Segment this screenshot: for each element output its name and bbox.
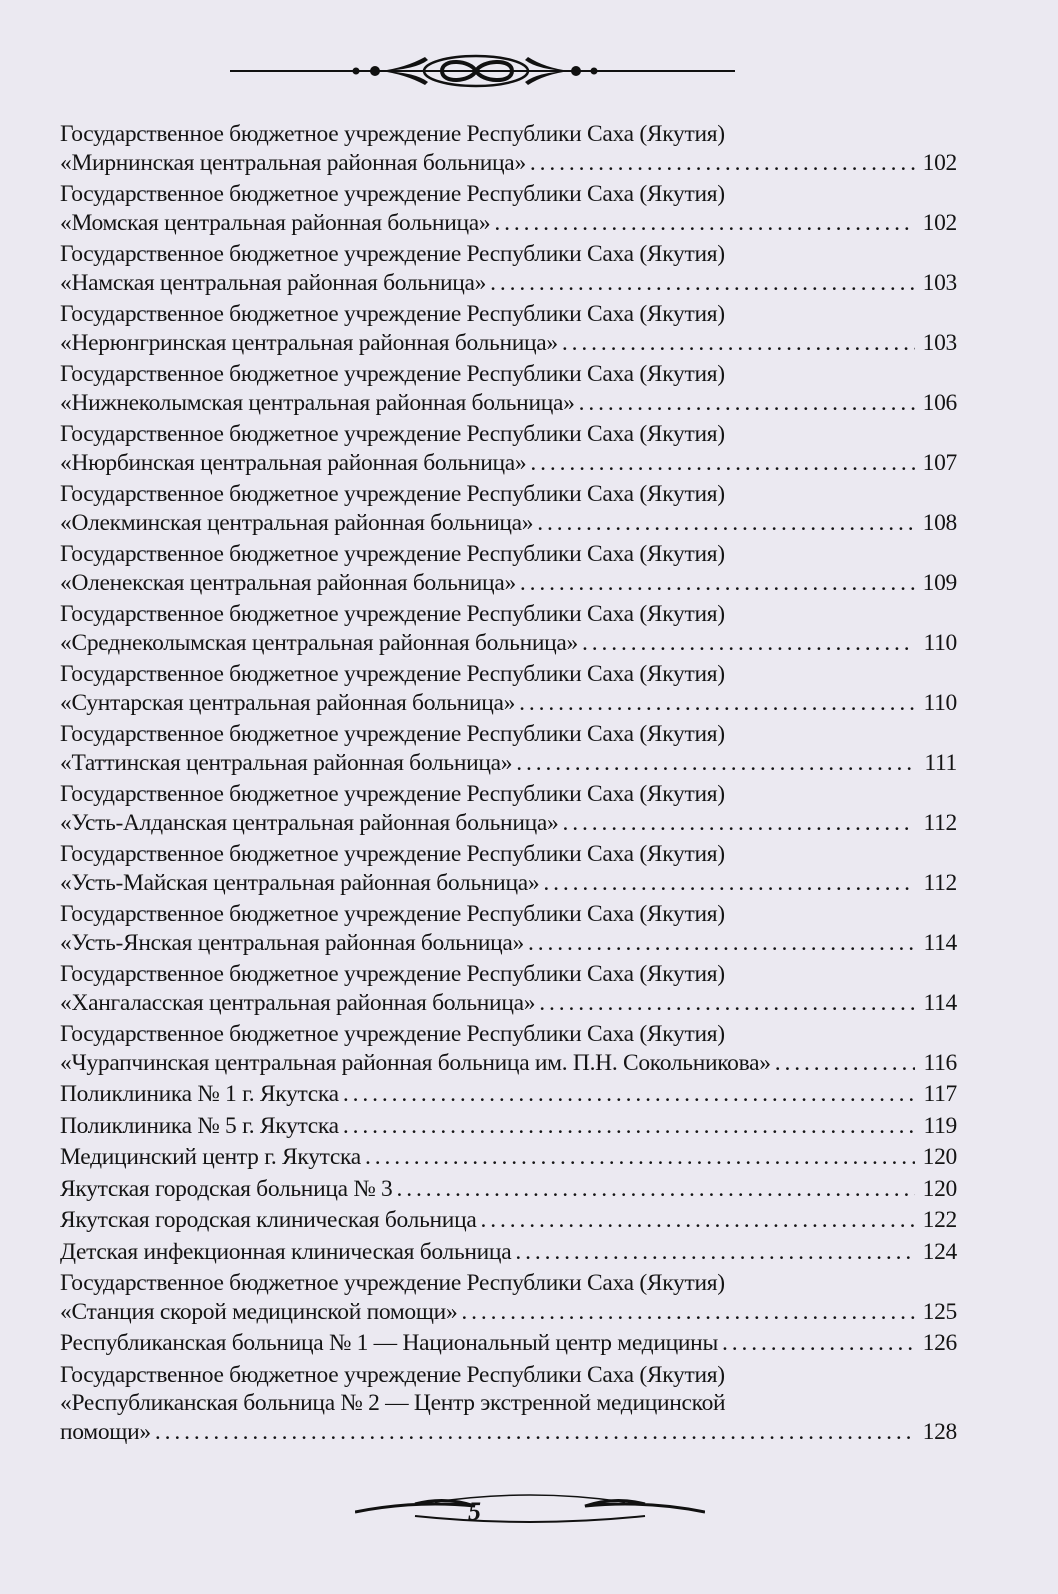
toc-entry [60, 1143, 957, 1175]
entry-page-number: 112 [923, 809, 957, 836]
toc-entry-line [60, 269, 957, 298]
entry-page-number: 117 [923, 1081, 957, 1107]
entry-title: Якутская городская клиническая больница [60, 1207, 477, 1233]
entry-page-number: 111 [924, 749, 957, 776]
entry-title: Государственное бюджетное учреждение Республики Саха (Якутия) [60, 661, 725, 687]
dot-leader [515, 1238, 915, 1267]
entry-title: Государственное бюджетное учреждение Республики Саха (Якутия) [60, 1361, 725, 1388]
toc-entry [60, 1020, 957, 1080]
entry-title: Государственное бюджетное учреждение Республики Саха (Якутия) [60, 1270, 725, 1296]
toc-entry-line [60, 540, 957, 569]
entry-page-number: 108 [922, 509, 957, 536]
toc-entry-line [60, 329, 957, 358]
toc-entry-line [60, 720, 957, 749]
toc-entry-line [60, 900, 957, 929]
toc-entry-line [60, 1080, 957, 1109]
toc-entry-line [60, 420, 957, 449]
entry-title: «Намская центральная районная больница» [60, 269, 487, 296]
entry-page-number: 128 [922, 1418, 957, 1445]
dot-leader [494, 209, 915, 238]
toc-entry-line [60, 120, 957, 149]
toc-entry [60, 540, 957, 600]
toc-entry [60, 360, 957, 420]
entry-title: Государственное бюджетное учреждение Республики Саха (Якутия) [60, 421, 725, 447]
dot-leader [343, 1080, 915, 1109]
entry-title: «Нижнеколымская центральная районная больница» [60, 389, 575, 416]
entry-title: Государственное бюджетное учреждение Республики Саха (Якутия) [60, 121, 725, 147]
dot-leader [528, 929, 915, 958]
entry-title: «Момская центральная районная больница» [60, 209, 491, 236]
toc-entry [60, 1269, 957, 1329]
toc-entry-line [60, 1269, 957, 1298]
decorative-ornament-top [230, 52, 735, 92]
toc-entry-line [60, 240, 957, 269]
toc-entry [60, 1112, 957, 1144]
toc-entry-line [60, 509, 957, 538]
toc-entry [60, 960, 957, 1020]
dot-leader [490, 269, 915, 298]
entry-title: Поликлиника № 1 г. Якутска [60, 1081, 339, 1107]
entry-page-number: 107 [922, 449, 957, 476]
toc-entry [60, 180, 957, 240]
dot-leader [562, 329, 915, 358]
dot-leader [519, 689, 915, 718]
toc-entry-line [60, 389, 957, 418]
toc-entry-line [60, 480, 957, 509]
toc-entry-line [60, 809, 957, 838]
entry-title: «Станция скорой медицинской помощи» [60, 1298, 458, 1325]
toc-entry-line [60, 1389, 957, 1418]
entry-title: «Сунтарская центральная районная больница» [60, 689, 516, 716]
toc-entry-line [60, 569, 957, 598]
toc-entry [60, 1238, 957, 1270]
toc-entry [60, 1329, 957, 1361]
entry-page-number: 102 [922, 209, 957, 236]
entry-title: «Нюрбинская центральная районная больница» [60, 449, 527, 476]
toc-entry-line [60, 960, 957, 989]
entry-title: «Республиканская больница № 2 — Центр экстренной медицинской [60, 1390, 726, 1416]
toc-entry-line [60, 989, 957, 1018]
toc-entry-line [60, 449, 957, 478]
entry-page-number: 110 [923, 689, 957, 716]
dot-leader [365, 1143, 915, 1172]
dot-leader [579, 389, 915, 418]
dot-leader [530, 449, 915, 478]
entry-title: «Олекминская центральная районная больница» [60, 509, 534, 536]
toc-entry-line [60, 869, 957, 898]
entry-page-number: 124 [922, 1238, 957, 1265]
dot-leader [722, 1329, 915, 1358]
toc-entry-line [60, 1020, 957, 1049]
toc-entry-line [60, 149, 957, 178]
toc-entry [60, 780, 957, 840]
entry-title: Государственное бюджетное учреждение Республики Саха (Якутия) [60, 241, 725, 267]
toc-entry-line [60, 209, 957, 238]
toc-entry [60, 120, 957, 180]
entry-page-number: 106 [922, 389, 957, 416]
toc-entry-line [60, 1418, 957, 1447]
entry-page-number: 102 [922, 149, 957, 176]
entry-title: Государственное бюджетное учреждение Республики Саха (Якутия) [60, 541, 725, 567]
entry-title: Государственное бюджетное учреждение Республики Саха (Якутия) [60, 961, 725, 987]
entry-title: Государственное бюджетное учреждение Республики Саха (Якутия) [60, 781, 725, 807]
entry-title: «Усть-Янская центральная районная больница» [60, 929, 524, 956]
toc-entry [60, 600, 957, 660]
entry-title: Государственное бюджетное учреждение Республики Саха (Якутия) [60, 721, 725, 747]
entry-page-number: 103 [922, 269, 957, 296]
page-number: 5 [468, 1497, 481, 1526]
toc-entry-line [60, 1143, 957, 1172]
entry-page-number: 120 [922, 1175, 957, 1202]
toc-entry-line [60, 749, 957, 778]
entry-page-number: 125 [922, 1298, 957, 1325]
dot-leader [155, 1418, 915, 1447]
toc-entry-line [60, 629, 957, 658]
entry-page-number: 109 [922, 569, 957, 596]
entry-page-number: 114 [923, 929, 957, 956]
toc-entry [60, 480, 957, 540]
toc-entry-line [60, 1206, 957, 1235]
dot-leader [530, 149, 915, 178]
entry-title: Государственное бюджетное учреждение Республики Саха (Якутия) [60, 841, 725, 867]
dot-leader [537, 509, 915, 538]
toc-entry-line [60, 300, 957, 329]
entry-title: Республиканская больница № 1 — Национальный центр медицины [60, 1330, 718, 1356]
toc-entry [60, 1361, 957, 1450]
toc-entry-line [60, 1112, 957, 1141]
entry-title: «Усть-Алданская центральная районная больница» [60, 809, 559, 836]
entry-page-number: 122 [922, 1207, 957, 1233]
dot-leader [775, 1049, 915, 1078]
entry-page-number: 116 [923, 1049, 957, 1076]
entry-title: Государственное бюджетное учреждение Республики Саха (Якутия) [60, 301, 725, 327]
dot-leader [480, 1206, 915, 1235]
toc-entry-line [60, 660, 957, 689]
toc-entry [60, 720, 957, 780]
toc-entry-line [60, 1361, 957, 1390]
entry-title: «Таттинская центральная районная больница» [60, 749, 513, 776]
dot-leader [582, 629, 915, 658]
toc-entry [60, 420, 957, 480]
toc-entry [60, 900, 957, 960]
toc-entry [60, 1080, 957, 1112]
toc-entry-line [60, 600, 957, 629]
toc-entry-line [60, 360, 957, 389]
entry-page-number: 120 [922, 1144, 957, 1170]
toc-entry-line [60, 180, 957, 209]
dot-leader [461, 1298, 915, 1327]
entry-title: Государственное бюджетное учреждение Республики Саха (Якутия) [60, 181, 725, 207]
entry-title: Государственное бюджетное учреждение Республики Саха (Якутия) [60, 361, 725, 387]
entry-title: «Нерюнгринская центральная районная больница» [60, 329, 558, 356]
decorative-ornament-bottom [355, 1488, 705, 1532]
entry-title: Якутская городская больница № 3 [60, 1175, 393, 1202]
dot-leader [520, 569, 915, 598]
entry-title: «Усть-Майская центральная районная больница» [60, 869, 540, 896]
entry-title: «Мирнинская центральная районная больница» [60, 149, 526, 176]
entry-page-number: 110 [923, 629, 957, 656]
entry-page-number: 119 [923, 1112, 957, 1139]
toc-entry-line [60, 1329, 957, 1358]
toc-entry-line [60, 689, 957, 718]
toc-entry [60, 660, 957, 720]
dot-leader [396, 1175, 915, 1204]
toc-entry-line [60, 1049, 957, 1078]
toc-entry [60, 1206, 957, 1238]
entry-title: Детская инфекционная клиническая больница [60, 1238, 512, 1265]
toc-entry-line [60, 1175, 957, 1204]
entry-title: помощи» [60, 1418, 151, 1445]
toc-entry [60, 240, 957, 300]
entry-page-number: 112 [923, 869, 957, 896]
entry-title: Государственное бюджетное учреждение Республики Саха (Якутия) [60, 901, 725, 927]
entry-title: Поликлиника № 5 г. Якутска [60, 1112, 339, 1139]
entry-title: «Чурапчинская центральная районная больница им. П.Н. Сокольникова» [60, 1049, 771, 1076]
table-of-contents [60, 120, 957, 1449]
dot-leader [543, 869, 915, 898]
toc-entry-line [60, 840, 957, 869]
entry-title: Государственное бюджетное учреждение Республики Саха (Якутия) [60, 1021, 725, 1047]
toc-entry [60, 300, 957, 360]
toc-entry-line [60, 1238, 957, 1267]
dot-leader [562, 809, 915, 838]
dot-leader [516, 749, 915, 778]
toc-entry-line [60, 780, 957, 809]
toc-entry [60, 840, 957, 900]
toc-entry [60, 1175, 957, 1207]
entry-title: «Оленекская центральная районная больница» [60, 569, 516, 596]
entry-title: Государственное бюджетное учреждение Республики Саха (Якутия) [60, 481, 725, 507]
toc-entry-line [60, 929, 957, 958]
entry-page-number: 126 [922, 1330, 957, 1356]
entry-page-number: 114 [923, 989, 957, 1016]
dot-leader [343, 1112, 915, 1141]
entry-title: Медицинский центр г. Якутска [60, 1144, 361, 1170]
toc-entry-line [60, 1298, 957, 1327]
entry-title: Государственное бюджетное учреждение Республики Саха (Якутия) [60, 601, 725, 627]
dot-leader [539, 989, 915, 1018]
entry-title: «Среднеколымская центральная районная больница» [60, 629, 579, 656]
entry-title: «Хангаласская центральная районная больница» [60, 989, 536, 1016]
entry-page-number: 103 [922, 329, 957, 356]
